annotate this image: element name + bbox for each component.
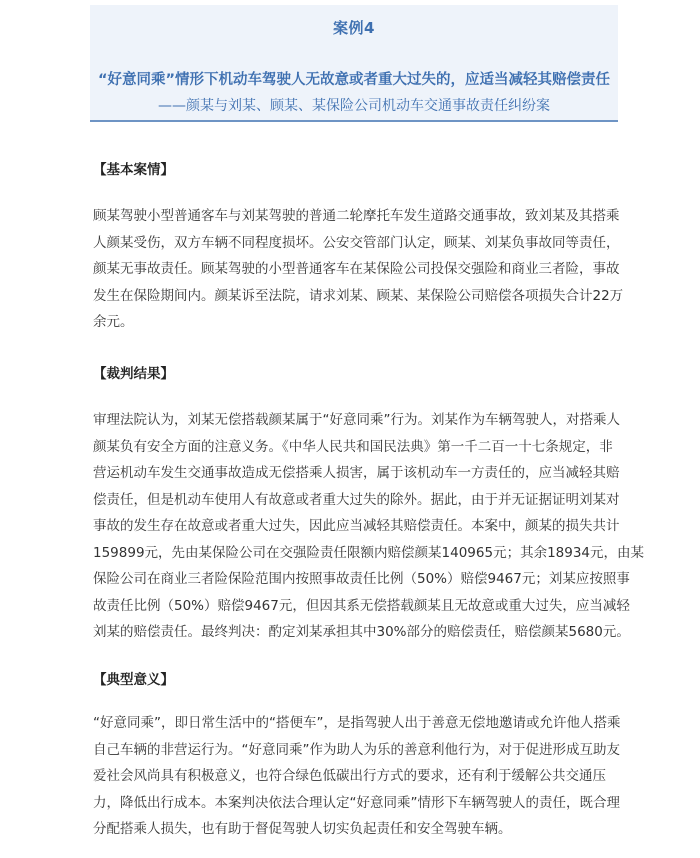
text-line: 顾某驾驶小型普通客车与刘某驾驶的普通二轮摩托车发生道路交通事故，致刘某及其搭乘	[93, 208, 620, 224]
section-body-significance	[93, 710, 623, 843]
text-line: 颜某负有安全方面的注意义务。《中华人民共和国民法典》第一千二百一十七条规定，非	[93, 438, 613, 455]
case-header-banner	[90, 5, 618, 122]
text-line: 营运机动车发生交通事故造成无偿搭乘人损害，属于该机动车一方责任的，应当减轻其赔	[93, 465, 620, 481]
text-line: 偿责任，但是机动车使用人有故意或者重大过失的除外。据此，由于并无证据证明刘某对	[93, 491, 620, 508]
text-line: 刘某的赔偿责任。最终判决：酌定刘某承担其中30%部分的赔偿责任，赔偿颜某5680元。	[93, 624, 630, 640]
text-line: 力，降低出行成本。本案判决依法合理认定“好意同乘”情形下车辆驾驶人的责任，既合理	[93, 794, 620, 811]
text-line: 爱社会风尚具有积极意义，也符合绿色低碳出行方式的要求，还有利于缓解公共交通压	[93, 768, 606, 784]
text-line: “好意同乘”，即日常生活中的“搭便车”，是指驾驶人出于善意无偿地邀请或允许他人搭乘	[93, 715, 621, 731]
section-body-basic-facts	[93, 203, 623, 336]
case-number: 案例4	[333, 19, 375, 37]
text-line: 分配搭乘人损失，也有助于督促驾驶人切实负起责任和安全驾驶车辆。	[93, 821, 512, 837]
text-line: 颜某无事故责任。顾某驾驶的小型普通客车在某保险公司投保交强险和商业三者险，事故	[93, 261, 620, 277]
text-line: 159899元，先由某保险公司在交强险责任限额内赔偿颜某140965元；其余18934元，由某	[93, 544, 645, 561]
text-line: 自己车辆的非营运行为。“好意同乘”作为助人为乐的善意利他行为，对于促进形成互助友	[93, 741, 620, 758]
text-line: 保险公司在商业三者险保险范围内按照事故责任比例（50%）赔偿9467元；刘某应按照事	[93, 571, 630, 587]
section-body-judgment	[93, 407, 645, 646]
section-title-judgment: 【裁判结果】	[93, 366, 174, 382]
section-title-basic-facts: 【基本案情】	[93, 162, 174, 178]
text-line: 审理法院认为，刘某无偿搭载颜某属于“好意同乘”行为。刘某作为车辆驾驶人，对搭乘人	[93, 412, 620, 428]
section-title-significance: 【典型意义】	[93, 672, 174, 688]
text-line: 事故的发生存在故意或者重大过失，因此应当减轻其赔偿责任。本案中，颜某的损失共计	[93, 518, 620, 534]
text-line: 故责任比例（50%）赔偿9467元，但因其系无偿搭载颜某且无故意或重大过失，应当减轻	[93, 597, 630, 614]
case-title: “好意同乘”情形下机动车驾驶人无故意或者重大过失的，应适当减轻其赔偿责任	[97, 72, 611, 88]
text-line: 人颜某受伤，双方车辆不同程度损坏。公安交管部门认定，顾某、刘某负事故同等责任，	[93, 234, 620, 251]
text-line: 发生在保险期间内。颜某诉至法院，请求刘某、顾某、某保险公司赔偿各项损失合计22万	[93, 287, 624, 304]
case-subtitle: ——颜某与刘某、顾某、某保险公司机动车交通事故责任纠纷案	[158, 98, 550, 114]
text-line: 余元。	[93, 314, 134, 330]
